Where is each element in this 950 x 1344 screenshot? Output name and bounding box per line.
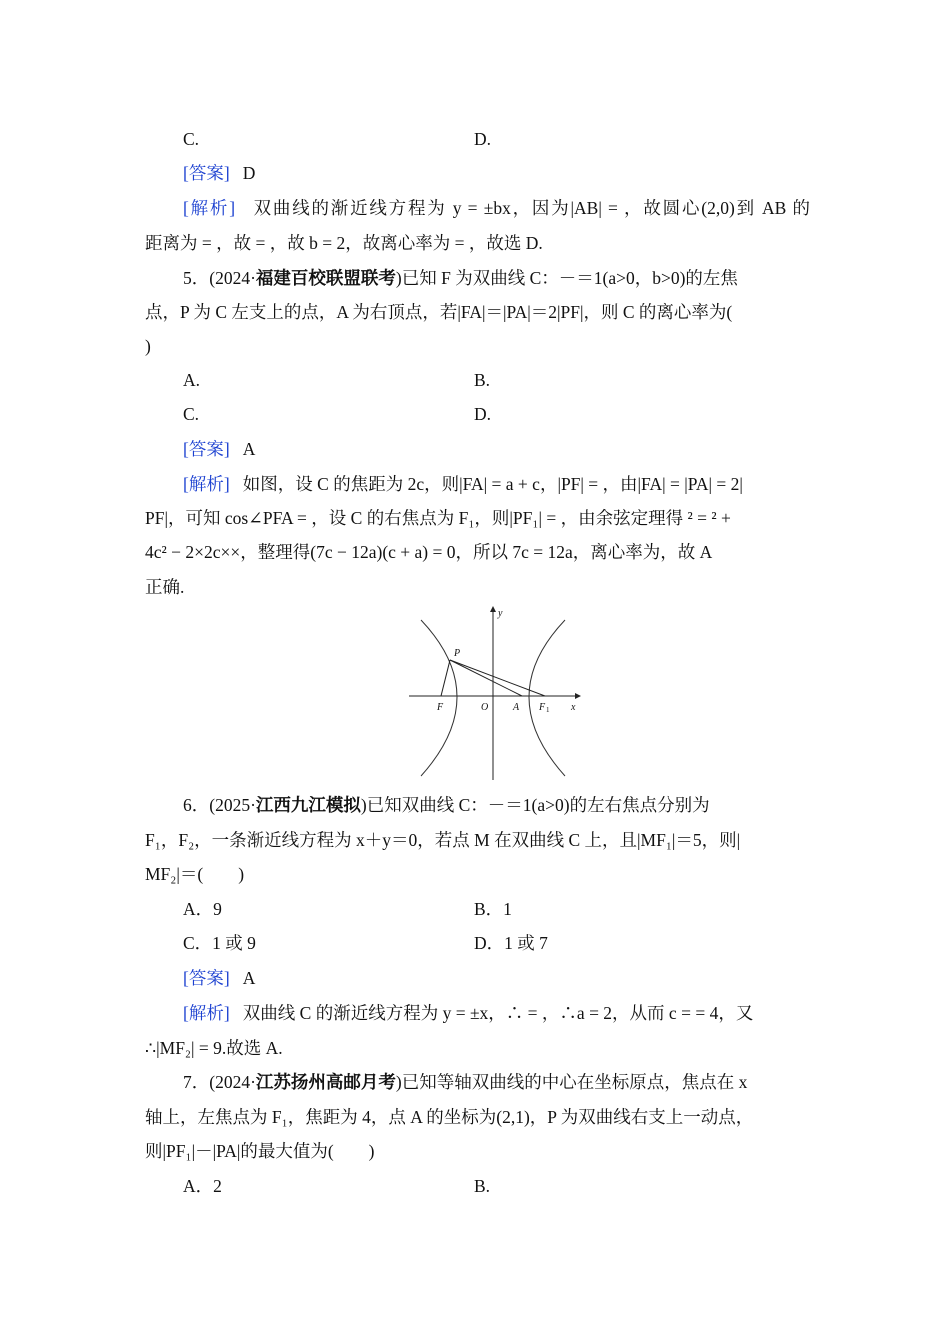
q7-prefix: 7．(2024· [183,1072,256,1092]
q4-analysis-line2: 距离为 = ，故 = ，故 b = 2，故离心率为 = ，故选 D. [145,233,543,253]
label-f1: F [539,702,546,713]
q6-source: 江西九江模拟 [255,795,361,815]
q7-stem-line2: 轴上，左焦点为 F₁，焦距为 4，点 A 的坐标为(2,1)，P 为双曲线右支上一动点， [145,1107,754,1127]
answer-tag: [答案] [183,968,230,988]
q5-answer: A [242,439,256,459]
q5-analysis-line3: 4c² − 2×2c××，整理得(7c − 12a)(c + a) = 0，所以 7c = 12a，离心率为，故 A [145,542,713,562]
q7-stem-line1 [145,1069,810,1095]
label-o: O [481,702,489,713]
q5-answer-line [183,436,848,462]
q5-stem-line3: ) [145,336,151,356]
q6-stem-line2: F₁，F₂，一条渐近线方程为 x＋y＝0，若点 M 在双曲线 C 上，且|MF₁|＝5，则| [145,830,741,850]
label-p: P [454,648,461,659]
answer-tag: [答案] [183,439,230,459]
q6-prefix: 6．(2025· [183,795,256,815]
q7-option-b: B. [474,1176,491,1196]
q5-option-c: C. [183,404,200,424]
q5-analysis-line2: PF|，可知 cos∠PFA = ，设 C 的右焦点为 F₁，则|PF₁| = ，由余弦定理得 ² = ² + [145,508,731,528]
label-x: x [571,702,576,713]
segment-pa [450,660,522,696]
q4-analysis-text1: 双曲线的渐近线方程为 y = ±bx，因为|AB| = ，故圆心(2,0)到 AB 的 [253,198,811,218]
q5-stem-line1 [145,265,810,291]
answer-tag: [答案] [183,163,230,183]
q5-option-a: A. [183,370,201,390]
q6-option-c: C．1 或 9 [183,933,256,953]
analysis-tag: [解析] [183,1003,230,1023]
label-y: y [498,608,503,619]
q5-analysis-line1 [145,471,810,497]
q4-answer: D [242,163,256,183]
label-f: F [437,702,444,713]
hyperbola-figure [405,604,581,780]
q6-option-b: B．1 [474,899,512,919]
q6-option-a: A．9 [183,899,222,919]
q7-option-a: A．2 [183,1176,222,1196]
q4-option-c: C. [183,129,200,149]
q5-option-b: B. [474,370,491,390]
q7-stem-line3: 则|PF₁|－|PA|的最大值为( ) [145,1141,375,1161]
label-a: A [513,702,520,713]
q7-source: 江苏扬州高邮月考 [255,1072,396,1092]
y-axis-arrow [490,606,496,612]
q4-analysis-line1 [145,195,810,221]
q6-stem-line3: MF₂|＝( ) [145,864,245,884]
left-branch [421,620,457,776]
q5-prefix: 5．(2024· [183,268,256,288]
q6-analysis-text1: 双曲线 C 的渐近线方程为 y = ±x，∴ = ，∴a = 2，从而 c = = 4，又 [242,1003,754,1023]
q7-stem-text1: )已知等轴双曲线的中心在坐标原点，焦点在 x [395,1072,748,1092]
q5-stem-text1: )已知 F 为双曲线 C：－＝1(a>0，b>0)的左焦 [395,268,738,288]
segment-pf [441,660,450,696]
right-branch [529,620,565,776]
q4-option-d: D. [474,129,492,149]
q6-stem-line1 [145,792,810,818]
q6-stem-text1: )已知双曲线 C：－＝1(a>0)的左右焦点分别为 [360,795,710,815]
label-f1-sub: 1 [546,706,550,714]
q6-answer-line [183,965,848,991]
q6-analysis-line1 [145,1000,810,1026]
q5-analysis-line4: 正确. [145,577,185,597]
q6-analysis-line2: ∴|MF₂| = 9.故选 A. [145,1038,283,1058]
analysis-tag: [解析] [183,474,230,494]
q5-source: 福建百校联盟联考 [255,268,396,288]
q5-option-d: D. [474,404,492,424]
analysis-tag: [解析] [183,198,236,218]
q6-answer: A [242,968,256,988]
q5-analysis-text1: 如图，设 C 的焦距为 2c，则|FA| = a + c，|PF| = ，由|FA| = |PA| = 2| [242,474,743,494]
q6-option-d: D．1 或 7 [474,933,548,953]
q4-answer-line [183,160,848,186]
q5-stem-line2: 点，P 为 C 左支上的点，A 为右顶点，若|FA|＝|PA|＝2|PF|，则 C 的离心率为( [145,302,733,322]
x-axis-arrow [575,693,581,699]
